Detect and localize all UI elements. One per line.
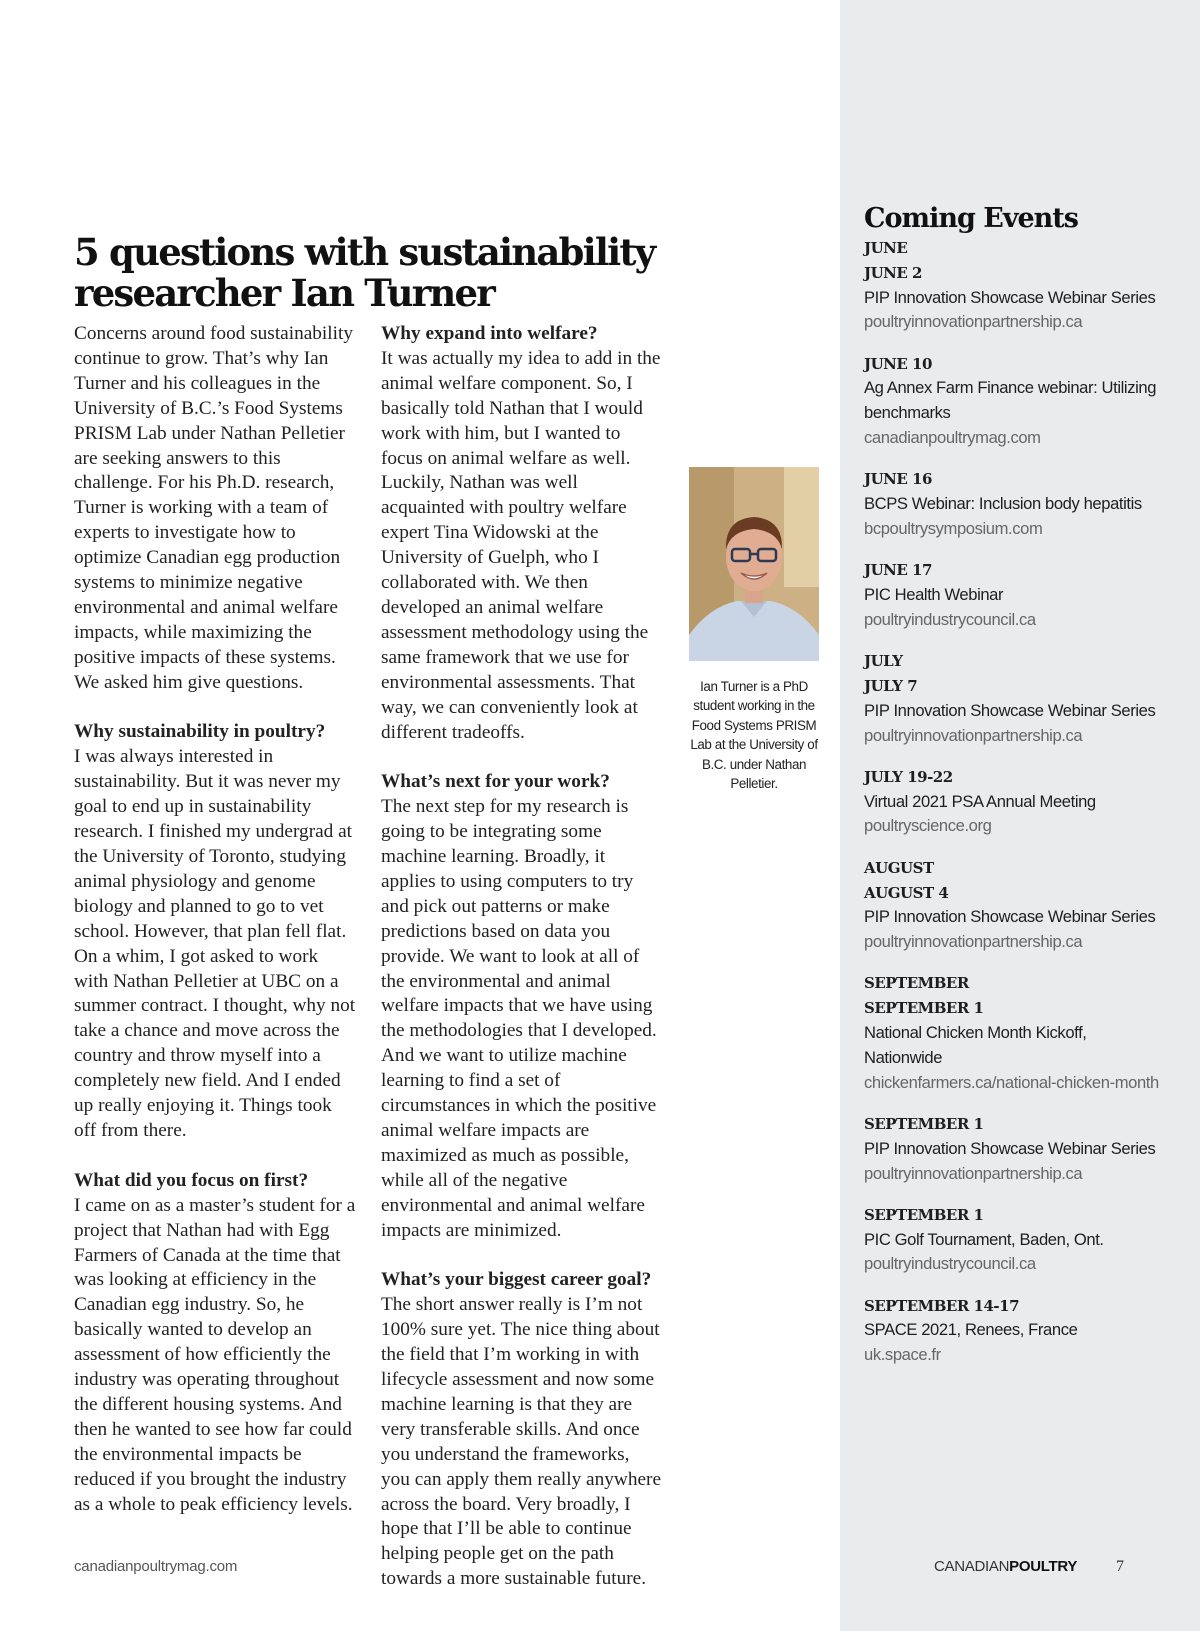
event-date: SEPTEMBER 1 (864, 999, 984, 1018)
event-date: AUGUST 4 (864, 883, 949, 902)
portrait-illustration (689, 467, 819, 661)
interview-question: Why sustainability in poultry? (74, 721, 326, 743)
events-list (864, 236, 1164, 1385)
footer-publication (934, 1558, 1077, 1575)
event-website-link[interactable]: canadianpoultrymag.com (864, 428, 1041, 448)
event-website-link[interactable]: poultryindustrycouncil.ca (864, 1254, 1036, 1274)
event-date: JUNE 16 (864, 470, 932, 489)
event-name: PIP Innovation Showcase Webinar Series (864, 1138, 1156, 1158)
event-name: Ag Annex Farm Finance webinar: Utilizing benchmarks (864, 378, 1157, 423)
interview-question: What’s your biggest career goal? (381, 1269, 652, 1291)
event-name: Virtual 2021 PSA Annual Meeting (864, 791, 1096, 811)
event-item (864, 1294, 1164, 1368)
event-item (864, 352, 1164, 451)
event-name: PIP Innovation Showcase Webinar Series (864, 287, 1156, 307)
event-month-heading: JULY (864, 652, 903, 671)
event-website-link[interactable]: uk.space.fr (864, 1345, 941, 1365)
event-month-heading: AUGUST (864, 858, 934, 877)
event-item (864, 558, 1164, 632)
event-item (864, 467, 1164, 541)
body-paragraph: The short answer really is I’m not 100% sure yet. The nice thing about the field that I’m working in with lifecycle assessment and now some machine learning is that they are very transferable skills. And once you understand the frameworks, you can apply them really anywhere across the board. Very broadly, I hope that I’ll be able to continue helping people get on the path towards a more sustainable future. (381, 1294, 662, 1590)
event-name: BCPS Webinar: Inclusion body hepatitis (864, 494, 1142, 514)
event-month-heading: SEPTEMBER (864, 974, 969, 993)
event-name: PIP Innovation Showcase Webinar Series (864, 907, 1156, 927)
footer-brand-light: CANADIAN (934, 1558, 1010, 1575)
event-date: JUNE 17 (864, 561, 932, 580)
paragraph-gap (74, 696, 356, 721)
paragraph-gap (74, 1144, 356, 1169)
event-website-link[interactable]: poultryinnovationpartnership.ca (864, 1163, 1083, 1183)
event-item (864, 1112, 1164, 1186)
footer-site: canadianpoultrymag.com (74, 1558, 238, 1575)
body-paragraph: The next step for my research is going to be integrating some machine learning. Broadly, it applies to using computers to try and pick out patterns or make predictions based on data you provide. We want to look at all of the environmental and animal welfare impacts that we have using the methodologies that I developed. And we want to utilize machine learning to find a set of circumstances in which the positive animal welfare impacts are maximized as much as possible, while all of the negative environmental and animal welfare impacts are minimized. (381, 796, 657, 1241)
photo-caption: Ian Turner is a PhD student working in the Food Systems PRISM Lab at the University of B.C. under Nathan Pelletier. (690, 679, 818, 792)
event-website-link[interactable]: poultryinnovationpartnership.ca (864, 312, 1083, 332)
body-paragraph: I was always interested in sustainability. But it was never my goal to end up in sustainability research. I finished my undergrad at the University of Toronto, studying animal physiology and genome biology and planned to go to vet school. However, that plan fell flat. On a whim, I got asked to work with Nathan Pelletier at UBC on a summer contract. I thought, why not take a chance and move across the country and throw myself into a completely new field. And I ended up really enjoying it. Things took off from there. (74, 746, 356, 1141)
event-website-link[interactable]: poultryindustrycouncil.ca (864, 609, 1036, 629)
event-item (864, 1203, 1164, 1277)
event-date: JULY 19-22 (864, 767, 953, 786)
event-name: SPACE 2021, Renees, France (864, 1320, 1078, 1340)
interview-question: What’s next for your work? (381, 771, 610, 793)
article-headline: 5 questions with sustainability researcher Ian Turner (74, 230, 655, 315)
event-date: JUNE 10 (864, 354, 932, 373)
event-item (864, 856, 1164, 955)
event-name: PIC Health Webinar (864, 585, 1004, 605)
event-date: JULY 7 (864, 676, 918, 695)
page-number: 7 (1116, 1558, 1124, 1575)
article-column-right (381, 322, 663, 1592)
event-date: JUNE 2 (864, 263, 922, 282)
event-website-link[interactable]: poultryinnovationpartnership.ca (864, 932, 1083, 952)
footer-brand-bold: POULTRY (1009, 1558, 1078, 1575)
event-website-link[interactable]: poultryscience.org (864, 816, 992, 836)
portrait-photo (689, 467, 819, 661)
paragraph-gap (381, 745, 663, 770)
coming-events-title: Coming Events (864, 203, 1078, 234)
event-name: PIC Golf Tournament, Baden, Ont. (864, 1229, 1104, 1249)
event-website-link[interactable]: chickenfarmers.ca/national-chicken-month (864, 1072, 1159, 1092)
event-name: National Chicken Month Kickoff, Nationwide (864, 1023, 1087, 1067)
body-paragraph: I came on as a master’s student for a project that Nathan had with Egg Farmers of Canada at the time that was looking at efficiency in the Canadian egg industry. So, he basically wanted to develop an assessment of how efficiently the industry was operating throughout the different housing systems. And then he wanted to see how far could the environmental impacts be reduced if you brought the industry as a whole to peak efficiency levels. (74, 1194, 356, 1515)
event-item (864, 765, 1164, 839)
event-date: SEPTEMBER 1 (864, 1114, 984, 1133)
body-paragraph: Concerns around food sustainability continue to grow. That’s why Ian Turner and his colleagues in the University of B.C.’s Food Systems PRISM Lab under Nathan Pelletier are seeking answers to this challenge. For his Ph.D. research, Turner is working with a team of experts to investigate how to optimize Canadian egg production systems to minimize negative environmental and animal welfare impacts, while maximizing the positive impacts of these systems. We asked him give questions. (74, 323, 353, 693)
event-item (864, 649, 1164, 748)
event-month-heading: JUNE (864, 239, 908, 257)
event-date: SEPTEMBER 1 (864, 1205, 984, 1224)
event-date: SEPTEMBER 14-17 (864, 1296, 1020, 1315)
article-column-left (74, 322, 356, 1517)
body-paragraph: It was actually my idea to add in the animal welfare component. So, I basically told Nathan that I would work with him, but I wanted to focus on animal welfare as well. Luckily, Nathan was well acquainted with poultry welfare expert Tina Widowski at the University of Guelph, who I collaborated with. We then developed an animal welfare assessment methodology using the same framework that we use for environmental assessments. That way, we can conveniently look at different tradeoffs. (381, 347, 661, 743)
event-item (864, 236, 1164, 335)
event-website-link[interactable]: poultryinnovationpartnership.ca (864, 725, 1083, 745)
interview-question: What did you focus on first? (74, 1169, 309, 1191)
event-item (864, 971, 1164, 1095)
event-website-link[interactable]: bcpoultrysymposium.com (864, 518, 1043, 538)
paragraph-gap (381, 1244, 663, 1269)
event-name: PIP Innovation Showcase Webinar Series (864, 700, 1156, 720)
interview-question: Why expand into welfare? (381, 323, 598, 344)
